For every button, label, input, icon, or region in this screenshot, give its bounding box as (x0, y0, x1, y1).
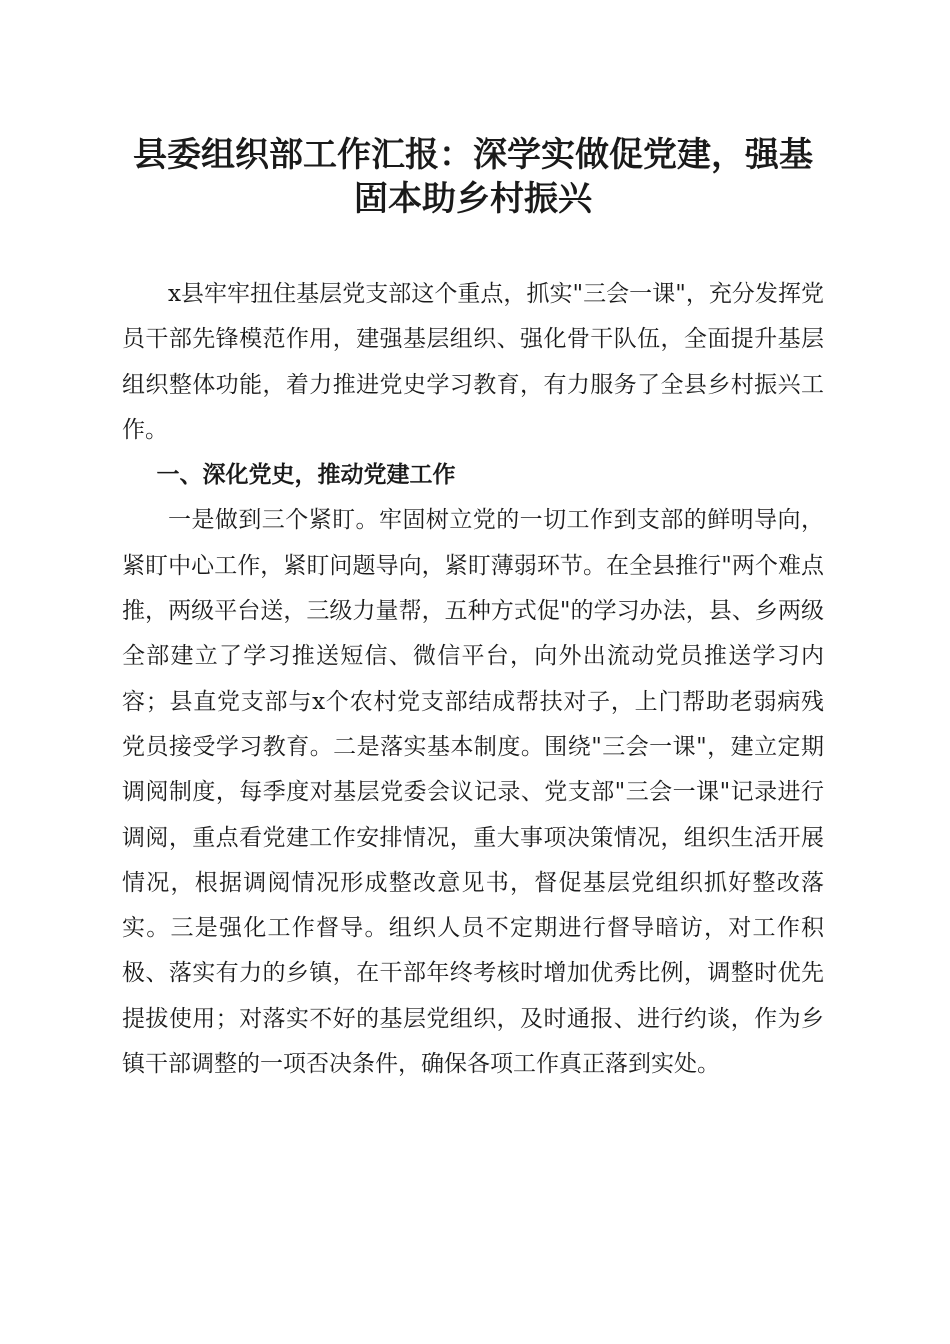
title-line-2: 固本助乡村振兴 (354, 179, 592, 219)
intro-paragraph: x县牢牢扭住基层党支部这个重点，抓实"三会一课"，充分发挥党员干部先锋模范作用，建强基层组织、强化骨干队伍，全面提升基层组织整体功能，着力推进党史学习教育，有力服务了全县乡村振兴工作。 (122, 281, 824, 443)
section-paragraph: 一是做到三个紧盯。牢固树立党的一切工作到支部的鲜明导向，紧盯中心工作，紧盯问题导向，紧盯薄弱环节。在全县推行"两个难点推，两级平台送，三级力量帮，五种方式促"的学习办法，县、乡两级全部建立了学习推送短信、微信平台，向外出流动党员推送学习内容；县直党支部与x个农村党支部结成帮扶对子，上门帮助老弱病残党员接受学习教育。二是落实基本制度。围绕"三会一课"，建立定期调阅制度，每季度对基层党委会议记录、党支部"三会一课"记录进行调阅，重点看党建工作安排情况，重大事项决策情况，组织生活开展情况，根据调阅情况形成整改意见书，督促基层党组织抓好整改落实。三是强化工作督导。组织人员不定期进行督导暗访，对工作积极、落实有力的乡镇，在干部年终考核时增加优秀比例，调整时优先提拔使用；对落实不好的基层党组织，及时通报、进行约谈，作为乡镇干部调整的一项否决条件，确保各项工作真正落到实处。 (122, 507, 824, 1078)
title-line-1: 县委组织部工作汇报：深学实做促党建，强基 (133, 135, 813, 175)
document-body (122, 272, 824, 1087)
document-title (122, 133, 824, 221)
section-heading: 一、深化党史，推动党建工作 (156, 462, 456, 489)
